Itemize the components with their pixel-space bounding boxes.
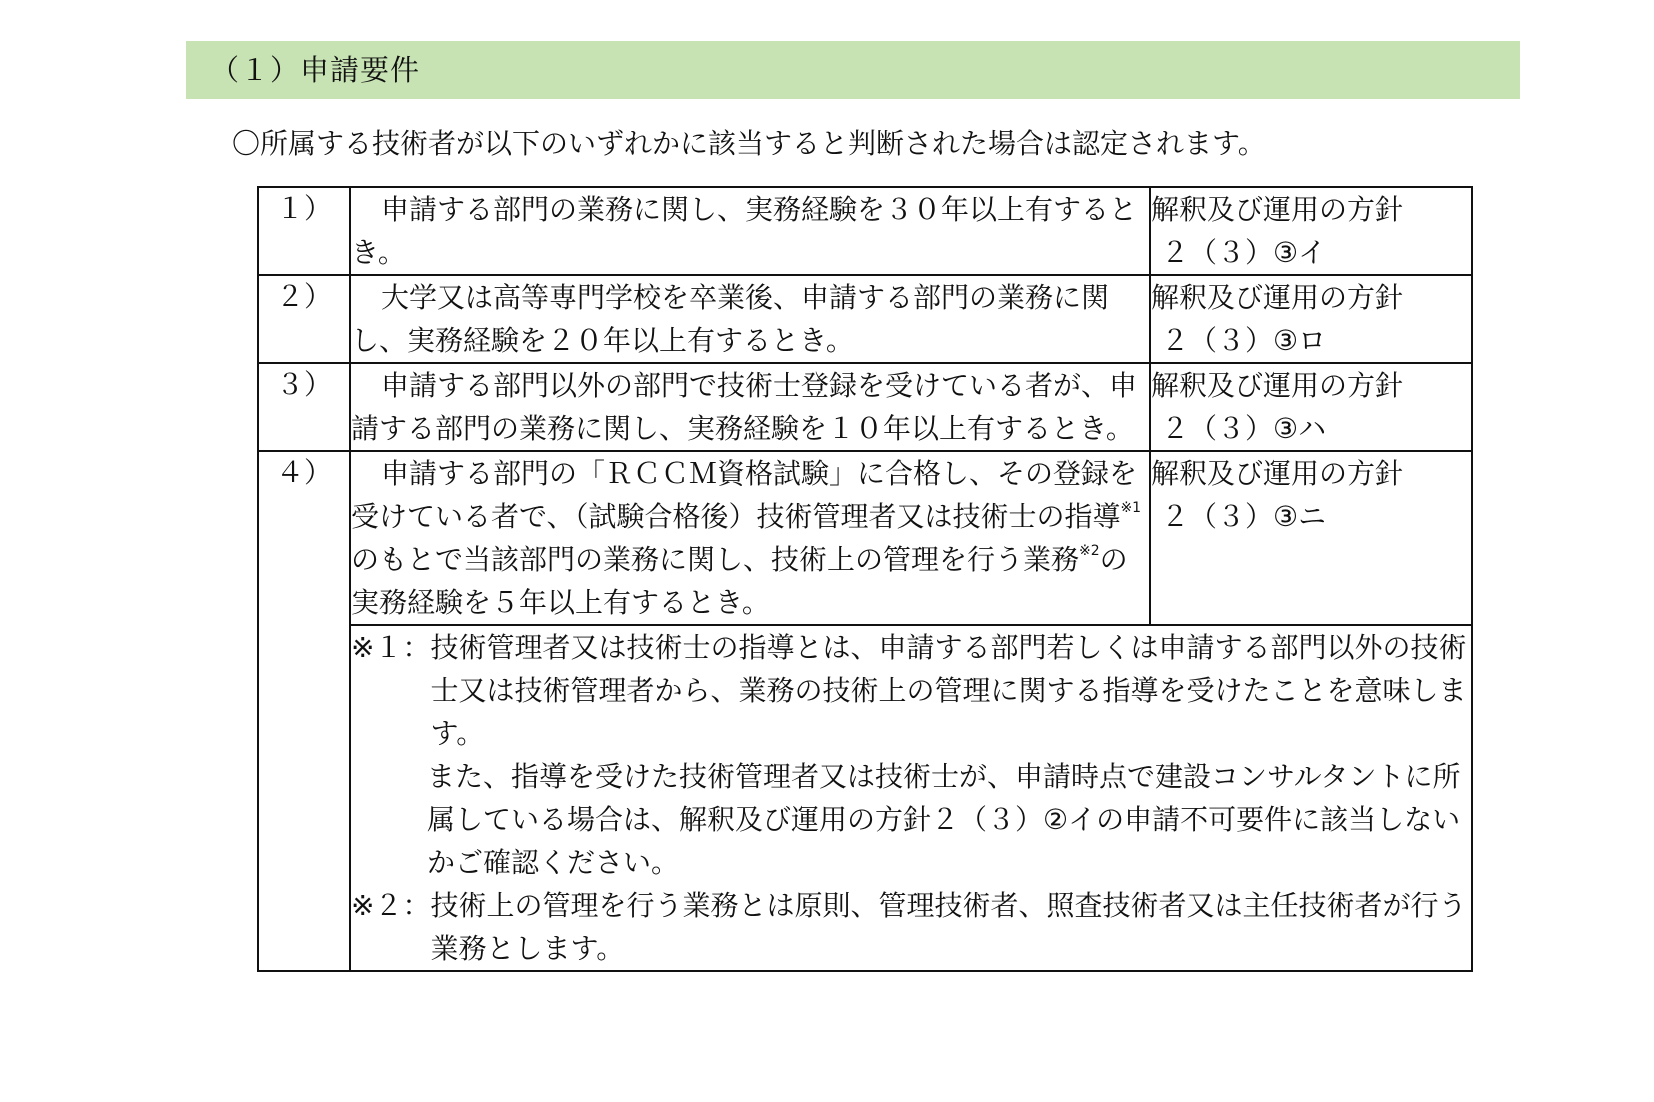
footnote-2 [351,884,1471,970]
row-description [350,451,1150,625]
row-number: ２） [258,275,350,363]
row-text: 申請する部門の「ＲＣＣＭ資格試験」に合格し、その登録を受けている者で、（試験合格後）技術管理者又は技術士の指導$^{※1}$のもとで当該部門の業務に関し、技術上の管理を行う業務$^{※2}$の実務経験を５年以上有するとき。 [351,457,1142,619]
notes-row [258,625,1472,971]
row-number: ３） [258,363,350,451]
requirements-table [257,186,1473,972]
reference-number: ２（３）③ハ [1161,412,1327,445]
reference-title: 解釈及び運用の方針 [1151,193,1404,226]
footnote-1-paragraph: また、指導を受けた技術管理者又は技術士が、申請時点で建設コンサルタントに所属している場合は、解釈及び運用の方針２（３）②イの申請不可要件に該当しないかご確認ください。 [427,760,1461,879]
footnote-2-text: 技術上の管理を行う業務とは原則、管理技術者、照査技術者又は主任技術者が行う業務とします。 [430,889,1467,965]
footnote-ref-1: ※1 [1120,500,1142,516]
row-description [350,187,1150,275]
row-reference [1150,187,1472,275]
footnote-1 [351,626,1471,755]
row-reference [1150,363,1472,451]
footnote-2-mark: ※２： [351,889,431,922]
intro-text: 〇所属する技術者が以下のいずれかに該当すると判断された場合は認定されます。 [232,127,1266,160]
table-row [258,187,1472,275]
notes-cell [350,625,1472,971]
footnote-ref-2: ※2 [1079,543,1100,559]
reference-number: ２（３）③ロ [1161,324,1327,357]
section-title: （１）申請要件 [210,53,421,87]
row-text: 申請する部門の業務に関し、実務経験を３０年以上有するとき。 [351,193,1138,269]
reference-number: ２（３）③ニ [1161,500,1327,533]
table-row [258,363,1472,451]
reference-number: ２（３）③イ [1161,236,1327,269]
row-description [350,275,1150,363]
row-text: 大学又は高等専門学校を卒業後、申請する部門の業務に関し、実務経験を２０年以上有するとき。 [351,281,1110,357]
table-row [258,275,1472,363]
section-header [186,41,1520,99]
row-number: １） [258,187,350,275]
row-text: 申請する部門以外の部門で技術士登録を受けている者が、申請する部門の業務に関し、実務経験を１０年以上有するとき。 [351,369,1138,445]
footnote-1-mark: ※１： [351,631,431,664]
reference-title: 解釈及び運用の方針 [1151,281,1404,314]
row-number: ４） [258,451,350,971]
footnote-1-text: 技術管理者又は技術士の指導とは、申請する部門若しくは申請する部門以外の技術士又は技術管理者から、業務の技術上の管理に関する指導を受けたことを意味します。 [430,631,1467,750]
row-reference [1150,275,1472,363]
row-description [350,363,1150,451]
row-reference [1150,451,1472,625]
reference-title: 解釈及び運用の方針 [1151,457,1404,490]
reference-title: 解釈及び運用の方針 [1151,369,1404,402]
table-row [258,451,1472,625]
